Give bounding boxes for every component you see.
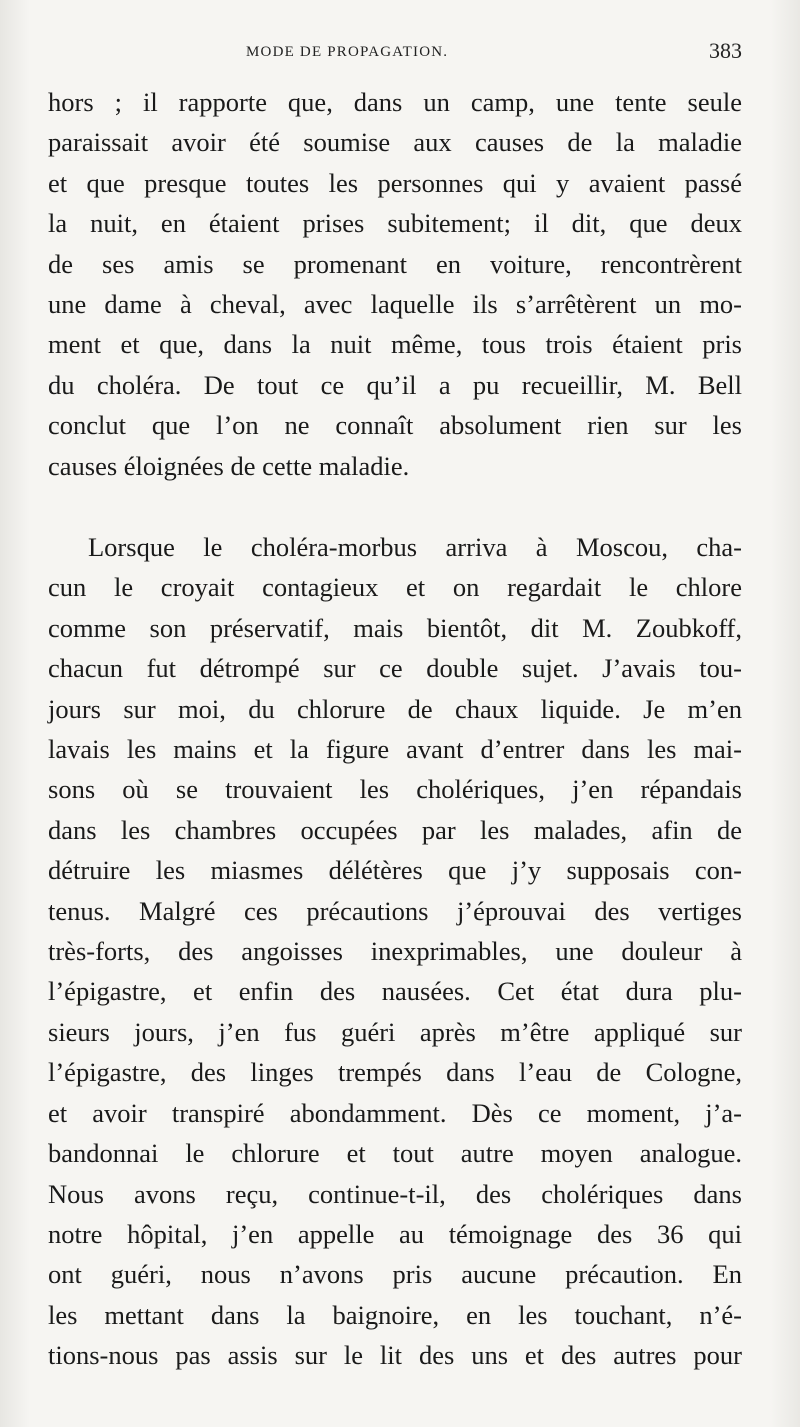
- text-line: chacun fut détrompé sur ce double sujet. J’avais tou-: [48, 653, 742, 684]
- page-number: 383: [709, 38, 742, 63]
- text-line: et avoir transpiré abondamment. Dès ce moment, j’a-: [48, 1097, 742, 1128]
- paragraph-1: [48, 82, 742, 486]
- text-line: ment et que, dans la nuit même, tous trois étaient pris: [48, 329, 742, 360]
- text-line: ont guéri, nous n’avons pris aucune précaution. En: [48, 1259, 742, 1290]
- text-line: une dame à cheval, avec laquelle ils s’arrêtèrent un mo-: [48, 289, 742, 320]
- text-line: notre hôpital, j’en appelle au témoignage des 36 qui: [48, 1218, 742, 1249]
- text-line: du choléra. De tout ce qu’il a pu recueillir, M. Bell: [48, 369, 742, 400]
- text-line: tenus. Malgré ces précautions j’éprouvai des vertiges: [48, 895, 742, 926]
- text-line: lavais les mains et la figure avant d’entrer dans les mai-: [48, 734, 742, 765]
- text-line: détruire les miasmes délétères que j’y supposais con-: [48, 855, 742, 886]
- text-line: paraissait avoir été soumise aux causes de la maladie: [48, 127, 742, 158]
- text-line: conclut que l’on ne connaît absolument rien sur les: [48, 410, 742, 441]
- text-line: tions-nous pas assis sur le lit des uns et des autres pour: [48, 1340, 742, 1371]
- text-line: hors ; il rapporte que, dans un camp, une tente seule: [48, 87, 742, 117]
- paragraph-2: [48, 527, 742, 1376]
- text-line: Lorsque le choléra-morbus arriva à Moscou, cha-: [88, 532, 742, 562]
- text-line: Nous avons reçu, continue-t-il, des cholériques dans: [48, 1178, 742, 1209]
- text-line: l’épigastre, et enfin des nausées. Cet état dura plu-: [48, 976, 742, 1007]
- text-line: l’épigastre, des linges trempés dans l’eau de Cologne,: [48, 1057, 742, 1088]
- text-line: cun le croyait contagieux et on regardait le chlore: [48, 572, 742, 603]
- text-line: très-forts, des angoisses inexprimables, une douleur à: [48, 936, 742, 967]
- text-line: les mettant dans la baignoire, en les touchant, n’é-: [48, 1299, 742, 1330]
- text-line: et que presque toutes les personnes qui y avaient passé: [48, 167, 742, 198]
- text-line: dans les chambres occupées par les malades, afin de: [48, 814, 742, 845]
- text-line: la nuit, en étaient prises subitement; il dit, que deux: [48, 208, 742, 239]
- text-line: jours sur moi, du chlorure de chaux liquide. Je m’en: [48, 693, 742, 724]
- text-line: de ses amis se promenant en voiture, rencontrèrent: [48, 248, 742, 279]
- text-line: sons où se trouvaient les cholériques, j’en répandais: [48, 774, 742, 805]
- text-line: comme son préservatif, mais bientôt, dit M. Zoubkoff,: [48, 612, 742, 643]
- running-head: [48, 38, 748, 68]
- text-line: sieurs jours, j’en fus guéri après m’être appliqué sur: [48, 1016, 742, 1047]
- text-line: causes éloignées de cette maladie.: [48, 450, 410, 481]
- text-line: bandonnai le chlorure et tout autre moyen analogue.: [48, 1138, 742, 1169]
- running-title: MODE DE PROPAGATION.: [246, 44, 449, 60]
